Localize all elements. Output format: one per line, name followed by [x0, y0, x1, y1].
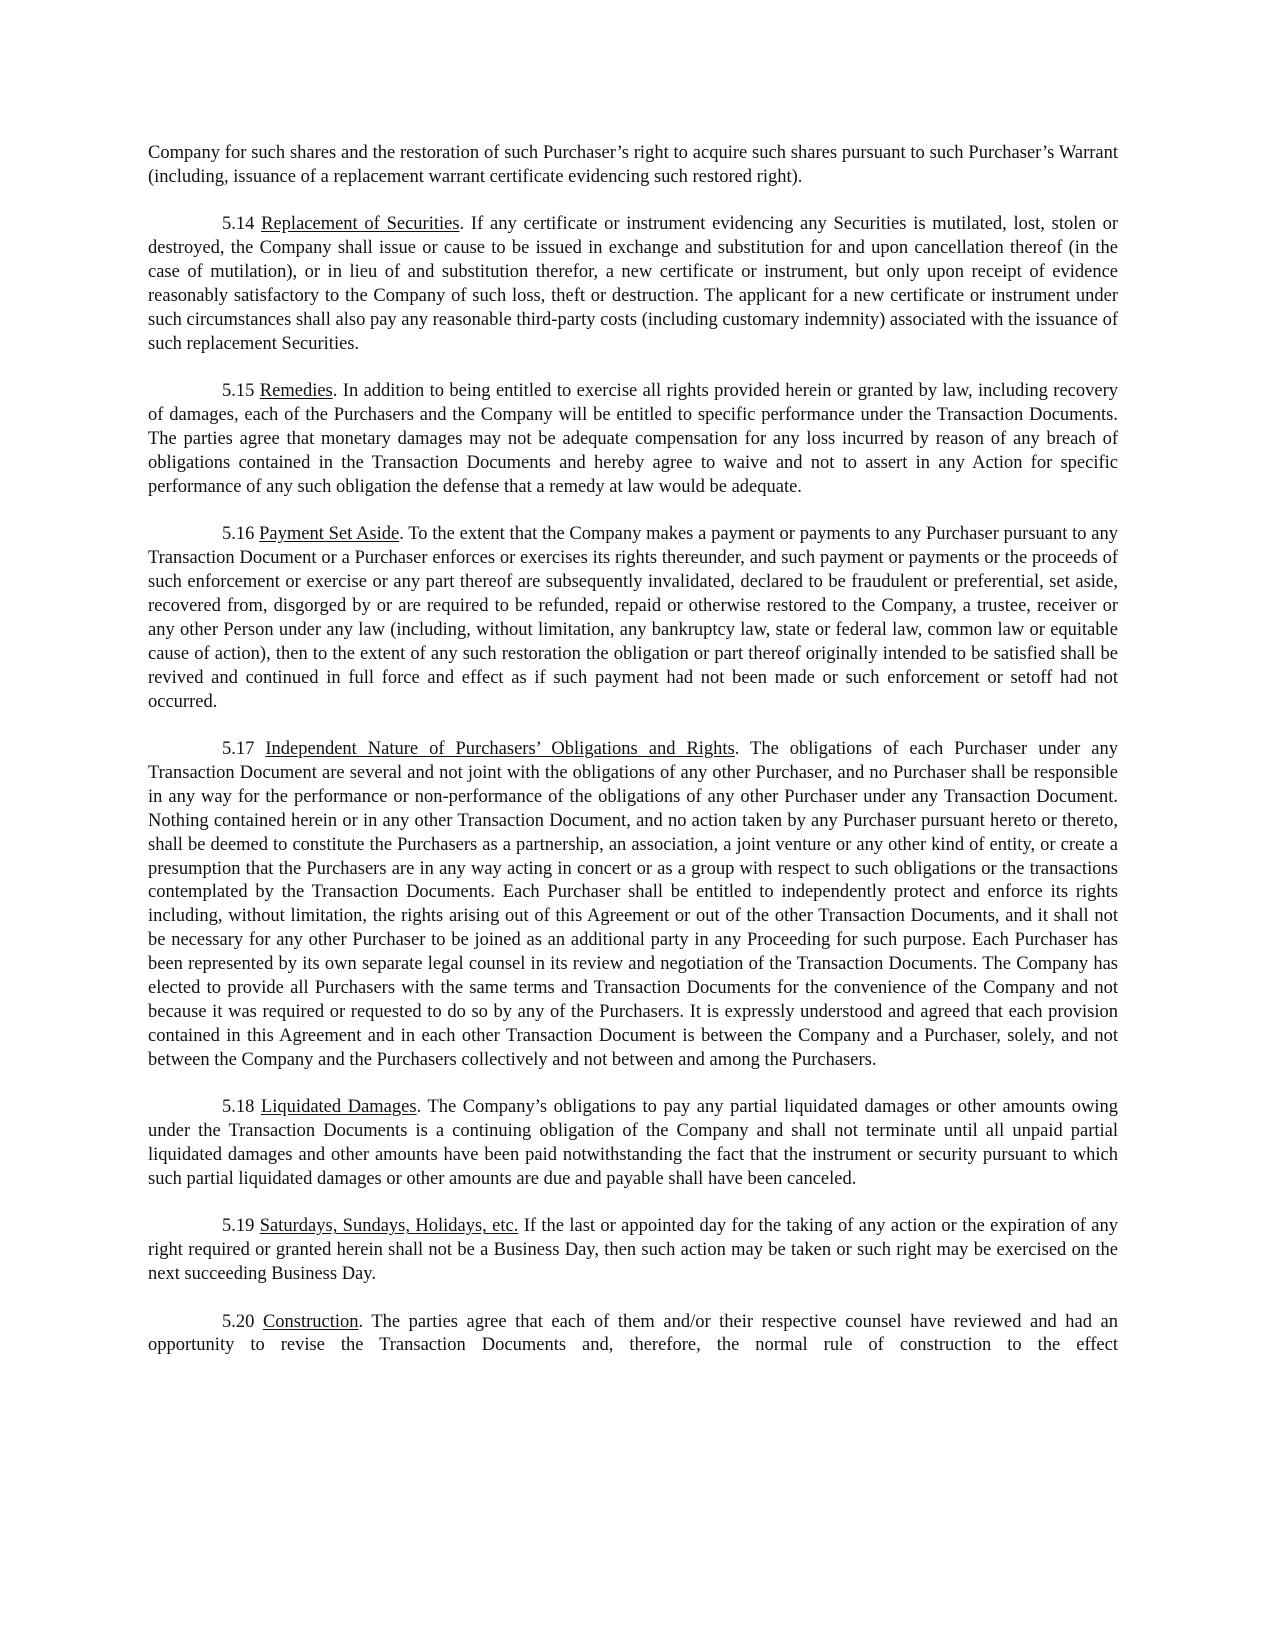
- section-body: To the extent that the Company makes a payment or payments to any Purchaser pursuant to any Transaction Document or a Purchaser enforces or exercises its rights thereunder, and such payment or payments or the proceeds of such enforcement or exercise or any part thereof are subsequently invalidated, declared to be fraudulent or preferential, set aside, recovered from, disgorged by or are required to be refunded, repaid or otherwise restored to the Company, a trustee, receiver or any other Person under any law (including, without limitation, any bankruptcy law, state or federal law, common law or equitable cause of action), then to the extent of any such restoration the obligation or part thereof originally intended to be satisfied shall be revived and continued in full force and effect as if such payment had not been made or such enforcement or setoff had not occurred.: [148, 524, 1119, 712]
- section-heading: Remedies: [259, 381, 333, 402]
- section-body: If the last or appointed day for the taking of any action or the expiration of any right required or granted herein shall not be a Business Day, then such action may be taken or such right may be exercised on the next succeeding Business Day.: [148, 1216, 1119, 1285]
- section-number: 5.15: [222, 381, 255, 402]
- section-heading: Liquidated Damages: [260, 1097, 417, 1118]
- intro-paragraph: Company for such shares and the restoration of such Purchaser’s right to acquire such shares pursuant to such Purchaser’s Warrant (including, issuance of a replacement warrant certificate evidencing such restored right).: [148, 143, 1118, 187]
- section-heading: Replacement of Securities: [261, 214, 460, 235]
- section-body: The Company’s obligations to pay any partial liquidated damages or other amounts owing under the Transaction Documents is a continuing obligation of the Company and shall not terminate until all unpaid partial liquidated damages and other amounts have been paid notwithstanding the fact that the instrument or security pursuant to which such partial liquidated damages or other amounts are due and payable shall have been canceled.: [148, 1097, 1119, 1189]
- section-number: 5.17: [222, 739, 255, 760]
- section-5-14: [148, 213, 1118, 356]
- section-body: In addition to being entitled to exercise all rights provided herein or granted by law, including recovery of damages, each of the Purchasers and the Company will be entitled to specific performance under the Transaction Documents. The parties agree that monetary damages may not be adequate compensation for any loss incurred by reason of any breach of obligations contained in the Transaction Documents and hereby agree to waive and not to assert in any Action for specific performance of any such obligation the defense that a remedy at law would be adequate.: [148, 381, 1119, 497]
- section-number: 5.19: [222, 1216, 255, 1237]
- section-number: 5.18: [222, 1097, 255, 1118]
- section-5-20: [148, 1311, 1118, 1359]
- section-heading: Saturdays, Sundays, Holidays, etc.: [259, 1216, 519, 1237]
- heading-punctuation: .: [332, 381, 338, 402]
- heading-punctuation: .: [358, 1311, 364, 1332]
- section-5-16: [148, 523, 1118, 714]
- section-5-18: [148, 1096, 1118, 1192]
- document-page: [148, 142, 1118, 1382]
- section-5-15: [148, 380, 1118, 500]
- section-body: The parties agree that each of them and/or their respective counsel have reviewed and had an opportunity to revise the Transaction Documents and, therefore, the normal rule of construction to the effect: [148, 1311, 1119, 1356]
- heading-punctuation: .: [399, 524, 404, 545]
- section-number: 5.14: [222, 214, 255, 235]
- section-heading: Independent Nature of Purchasers’ Obligations and Rights: [265, 739, 735, 760]
- section-body: If any certificate or instrument evidencing any Securities is mutilated, lost, stolen or destroyed, the Company shall issue or cause to be issued in exchange and substitution for and upon cancellation thereof (in the case of mutilation), or in lieu of and substitution therefor, a new certificate or instrument, but only upon receipt of evidence reasonably satisfactory to the Company of such loss, theft or destruction. The applicant for a new certificate or instrument under such circumstances shall also pay any reasonable third-party costs (including customary indemnity) associated with the issuance of such replacement Securities.: [148, 214, 1118, 354]
- section-number: 5.16: [222, 524, 255, 545]
- heading-punctuation: .: [734, 739, 740, 760]
- section-number: 5.20: [222, 1311, 255, 1332]
- section-heading: Construction: [262, 1311, 359, 1332]
- section-body: The obligations of each Purchaser under any Transaction Document are several and not joint with the obligations of any other Purchaser, and no Purchaser shall be responsible in any way for the performance or non-performance of the obligations of any other Purchaser under any Transaction Document. Nothing contained herein or in any other Transaction Document, and no action taken by any Purchaser pursuant hereto or thereto, shall be deemed to constitute the Purchasers as a partnership, an association, a joint venture or any other kind of entity, or create a presumption that the Purchasers are in any way acting in concert or as a group with respect to such obligations or the transactions contemplated by the Transaction Documents. Each Purchaser shall be entitled to independently protect and enforce its rights including, without limitation, the rights arising out of this Agreement or out of the other Transaction Documents, and it shall not be necessary for any other Purchaser to be joined as an additional party in any Proceeding for such purpose. Each Purchaser has been represented by its own separate legal counsel in its review and negotiation of the Transaction Documents. The Company has elected to provide all Purchasers with the same terms and Transaction Documents for the convenience of the Company and not because it was required or requested to do so by any of the Purchasers. It is expressly understood and agreed that each provision contained in this Agreement and in each other Transaction Document is between the Company and a Purchaser, solely, and not between the Company and the Purchasers collectively and not between and among the Purchasers.: [148, 739, 1119, 1070]
- section-heading: Payment Set Aside: [259, 524, 400, 545]
- heading-punctuation: .: [416, 1097, 422, 1118]
- heading-punctuation: .: [459, 214, 465, 235]
- section-5-19: [148, 1215, 1118, 1287]
- section-5-17: [148, 738, 1118, 1073]
